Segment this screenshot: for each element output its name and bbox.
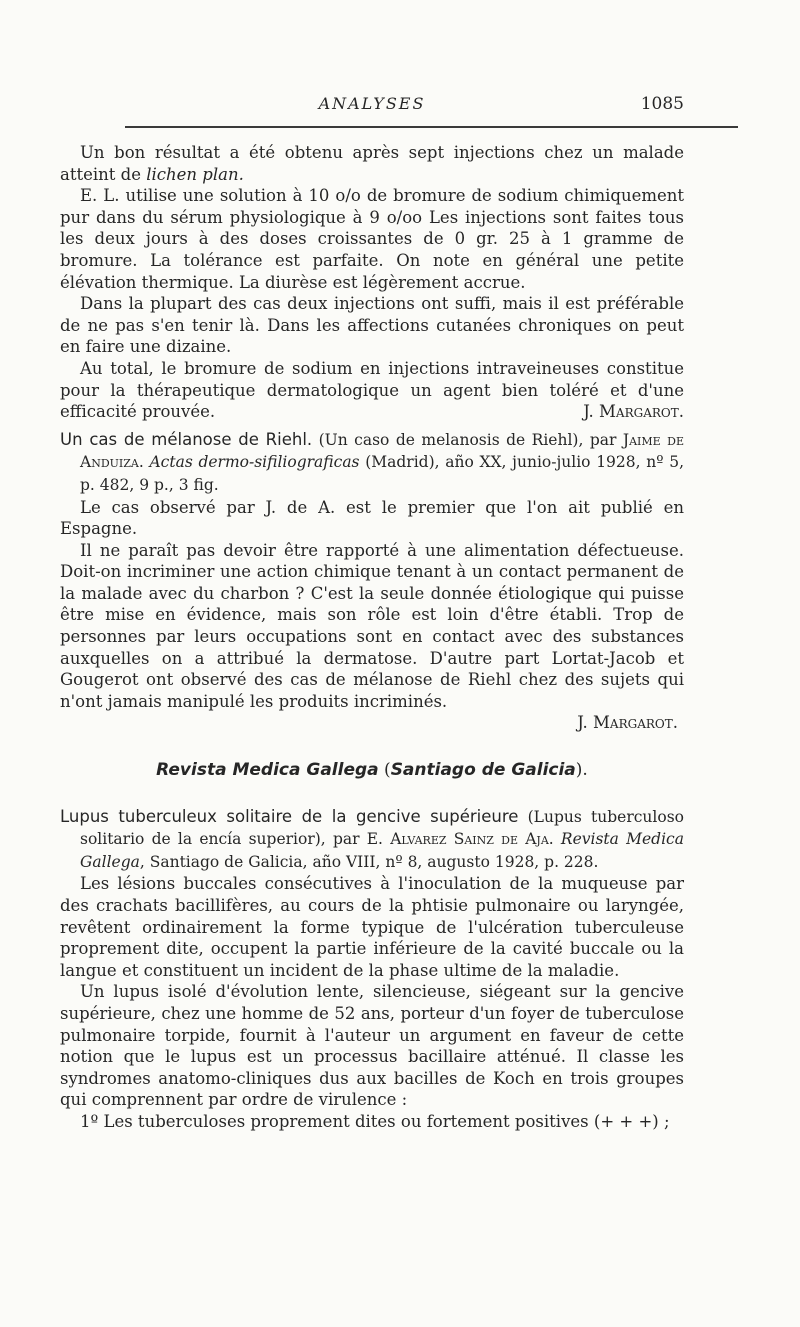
article-2-title: Lupus tuberculeux solitaire de la gencive supérieure (60, 806, 519, 826)
journal-place: Santiago de Galicia (390, 760, 576, 781)
article-2-author: Alvarez Sainz de Aja (390, 830, 549, 849)
article-2-paragraph-1: Les lésions buccales consécutives à l'inoculation de la muqueuse par des crachats bacillifères, au cours de la phtisie pulmonaire ou laryngée, revêtent ordinairement la forme typique de l'ulcération tuberculeuse proprement dite, occupent la partie inférieure de la cavité buccale ou la langue et constituent un incident de la phase ultime de la maladie. (60, 874, 684, 980)
article-2-paragraph-2: Un lupus isolé d'évolution lente, silencieuse, siégeant sur la gencive supérieure, chez une homme de 52 ans, porteur d'un foyer de tuberculose pulmonaire torpide, fournit à l'auteur un argument en faveur de cette notion que le lupus est un processus bacillaire atténué. Il classe les syndromes anatomo-cliniques dus aux bacilles de Koch en trois groupes qui comprennent par ordre de virulence : (60, 982, 684, 1110)
running-title: ANALYSES (318, 94, 426, 113)
article-1-paragraph-2: Il ne paraît pas devoir être rapporté à une alimentation défectueuse. Doit-on incriminer une action chimique tenant à un contact permanent de la malade avec du charbon ? C'est la seule donnée étiologique qui puisse être mise en évidence, mais son rôle est loin d'être établi. Trop de personnes par leurs occupations sont en contact avec des substances auxquelles on a attribué la dermatose. D'autre part Lortat-Jacob et Gougerot ont observé des cas de mélanose de Riehl chez des sujets qui n'ont jamais manipulé les produits incriminés. (60, 540, 684, 711)
intro-paragraph-4 (60, 358, 684, 423)
intro-italic: lichen plan. (146, 164, 244, 184)
page-header (60, 86, 684, 126)
article-2-ref: (Lupus tuberculoso solitario de la encía superior), par E. (80, 807, 684, 849)
header-rule (125, 126, 738, 128)
intro-text-4: Au total, le bromure de sodium en injections intraveineuses constitue pour la thérapeutique dermatologique un agent bien toléré et d'une efficacité prouvée. (60, 358, 684, 422)
article-1-ref: (Un caso de melanosis de Riehl), par (312, 430, 623, 449)
article-1-title: Un cas de mélanose de Riehl. (60, 429, 313, 449)
intro-paragraph-1 (60, 142, 684, 185)
page-number: 1085 (640, 94, 684, 114)
journal-name: Revista Medica Gallega (156, 760, 379, 781)
intro-paragraph-3: Dans la plupart des cas deux injections ont suffi, mais il est préférable de ne pas s'en tenir là. Dans les affections cutanées chroniques on peut en faire une dizaine. (60, 294, 684, 357)
journal-heading: Revista Medica Gallega (Santiago de Galicia). (156, 760, 588, 781)
article-2-journal: Revista Medica Gallega (80, 830, 684, 871)
intro-paragraph-2: E. L. utilise une solution à 10 o/o de bromure de sodium chimiquement pur dans du sérum physiologique à 9 o/oo Les injections sont faites tous les deux jours à des doses croissantes de 0 gr. 25 à 1 gramme de bromure. La tolérance est parfaite. On note en général une petite élévation thermique. La diurèse est légèrement accrue. (60, 186, 684, 292)
article-1-journal: Actas dermo-sifiliograficas (149, 453, 360, 472)
page-body (60, 142, 684, 1133)
article-1-ref-end: (Madrid), año XX, junio-julio 1928, nº 5, p. 482, 9 p., 3 fig. (80, 453, 685, 494)
article-1-author: Jaime de Anduiza (80, 430, 684, 472)
article-2-paragraph-3: 1º Les tuberculoses proprement dites ou fortement positives (+ + +) ; (80, 1111, 670, 1131)
article-1-header: Un cas de mélanose de Riehl. (Un caso de melanosis de Riehl), par Jaime de Anduiza. Actas dermo-sifiliograficas (Madrid), año XX, junio-julio 1928, nº 5, p. 482, 9 p., 3 fig. (60, 429, 685, 494)
article-2-ref-end: , Santiago de Galicia, año VIII, nº 8, augusto 1928, p. 228. (139, 852, 599, 871)
article-1-signature: J. Margarot. (577, 713, 678, 733)
intro-text: Un bon résultat a été obtenu après sept injections chez un malade atteint de (60, 143, 684, 184)
article-2-header: Lupus tuberculeux solitaire de la gencive supérieure (Lupus tuberculoso solitario de la encía superior), par E. Alvarez Sainz de Aja. Revista Medica Gallega, Santiago de Galicia, año VIII, nº 8, augusto 1928, p. 228. (60, 806, 684, 871)
signature: J. Margarot. (583, 402, 684, 422)
article-1-paragraph-1: Le cas observé par J. de A. est le premier que l'on ait publié en Espagne. (60, 497, 684, 539)
